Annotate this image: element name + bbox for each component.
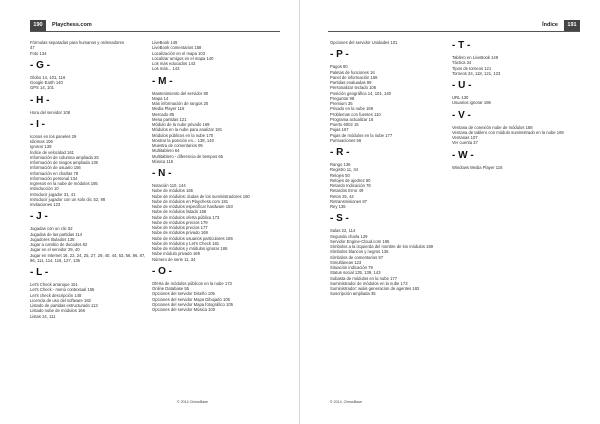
index-column-2 xyxy=(152,40,282,312)
index-entry: Localización en el mapa 103 xyxy=(152,50,206,56)
index-entry: Opciones del servidor Diseño 105 xyxy=(152,291,215,297)
index-entry: Mantenimiento del servidor 80 xyxy=(152,90,209,96)
index-entry: Registro 11, 34 xyxy=(330,167,359,173)
index-entry: Mesa partidas 121 xyxy=(152,116,187,122)
index-entry: Nube de módulos especificar hardware 183 xyxy=(152,204,233,209)
index-entry: Tipos de torneos 121 xyxy=(452,65,492,71)
index-entry: Los más educados 143 xyxy=(152,61,196,66)
page-header xyxy=(30,20,280,32)
index-entry: Fórmulas separadas para humanos y ordenadores xyxy=(30,40,125,45)
index-entry: Jugadores titulados 138 xyxy=(30,236,75,242)
index-entry: Módulos públicos en la nube 170 xyxy=(152,132,214,138)
index-entry: Nube de módulos: dudas de los suministradores 180 xyxy=(152,193,250,199)
page-footer: © 2014, ChessBase xyxy=(330,400,363,404)
index-entry: Música 116 xyxy=(152,158,174,164)
index-entry: URL 130 xyxy=(452,95,469,100)
index-entry: Invitaciones 123 xyxy=(30,202,61,207)
index-entry: Let's Check arranque 151 xyxy=(30,282,78,287)
index-entry: Servidor Engine-Cloud.com 165 xyxy=(330,238,390,244)
index-column-1 xyxy=(30,40,148,319)
index-entry: Nube de módulos privado 169 xyxy=(152,230,208,236)
index-letter-heading: - O - xyxy=(152,265,172,277)
index-entry: Multitablero - diferencia de tiempos 65 xyxy=(152,153,223,159)
index-entry: Nube módulo privado 169 xyxy=(152,251,200,257)
index-entry: Usuarios ignorar 186 xyxy=(452,100,491,106)
index-entry: Notación 110, 144 xyxy=(152,183,186,188)
index-entry: Personalizar teclado 106 xyxy=(330,85,377,91)
index-entry: Idiomas 106 xyxy=(30,139,53,144)
index-entry: Ver cuenta 37 xyxy=(452,140,478,146)
index-letter-heading: - S - xyxy=(330,213,349,225)
index-entry: Nube de módulos precios 179 xyxy=(152,219,208,225)
index-entry: Opciones del servidor Mapa fotográfico 105 xyxy=(152,301,234,307)
index-entry: Globo 14, 101, 116 xyxy=(30,74,66,80)
index-entry: Retardos Error 49 xyxy=(330,188,364,194)
index-entry: Torneos 34, 118, 121, 123 xyxy=(452,70,501,76)
index-entry: Símbolos a la izquierda del nombre de los módulos 169 xyxy=(330,244,434,249)
index-letter-heading: - U - xyxy=(452,80,472,91)
index-entry: Nube de módulos usuarios particulares 186 xyxy=(152,235,233,241)
index-entry: Rango 136 xyxy=(330,162,351,167)
index-entry: Retransmisiones 87 xyxy=(330,198,368,204)
index-entry: Opciones del servidor Música 100 xyxy=(152,307,216,312)
index-entry: Mostrar la posición en... 138, 140 xyxy=(152,137,214,143)
index-entry: Opciones del servidor Unidades 101 xyxy=(330,40,398,45)
index-entry: Información personal 134 xyxy=(30,175,78,181)
index-entry: Localizar amigos en el mapa 140 xyxy=(152,55,214,61)
index-letter-heading: - T - xyxy=(452,40,471,51)
page-footer: © 2014 ChessBase xyxy=(177,400,209,404)
index-entry: Multitablero 64 xyxy=(152,148,180,154)
page-header xyxy=(328,20,580,32)
index-entry: Módulo de la nube privado 169 xyxy=(152,122,210,127)
index-letter-heading: - I - xyxy=(30,118,45,130)
index-entry: Jugadas de las partidas 114 xyxy=(30,231,83,237)
index-entry: Ventanas 107 xyxy=(452,135,478,140)
index-entry: Opciones del servidor Mapa Dibujado 105 xyxy=(152,296,230,302)
index-entry: Relojes 50 xyxy=(330,172,350,178)
index-letter-heading: - W - xyxy=(452,149,474,161)
index-entry: Mapa 14 xyxy=(152,95,169,101)
index-entry: Pujas de módulos en la nube 177 xyxy=(330,132,393,138)
index-entry: Hora del servidor 108 xyxy=(30,109,71,115)
index-entry: Google Earth 140 xyxy=(30,80,63,85)
index-entry: Subasta de módulos en la nube 177 xyxy=(330,275,398,281)
index-entry: Premium 35 xyxy=(330,101,353,106)
index-entry: GPS 14, 101 xyxy=(30,85,54,91)
index-letter-heading: - L - xyxy=(30,267,49,278)
index-entry: Problemas con fuentes 110 xyxy=(330,111,381,117)
index-entry: Más información de rangos 25 xyxy=(152,101,209,106)
index-entry: Jugadas con un clic 52 xyxy=(30,226,73,232)
index-entry: Situación indicación 79 xyxy=(330,265,373,270)
index-entry: Índice de velocidad 161 xyxy=(30,149,75,155)
index-entry: Nube de módulos 165 xyxy=(152,188,193,194)
index-entry: Mercado 85 xyxy=(152,111,175,117)
index-entry: Nube de módulos listado 166 xyxy=(152,209,207,215)
running-title: Índice xyxy=(542,22,558,28)
index-entry: Foto 134 xyxy=(30,50,47,56)
index-entry: Rey 135 xyxy=(330,204,346,209)
index-entry: Símbolos blancos y negros 136 xyxy=(330,249,389,255)
index-entry: Panel de información 156 xyxy=(330,74,378,80)
index-entry: Retos 25, 44 xyxy=(330,193,354,199)
index-entry: Jugar en Internet 16, 22, 24, 25, 27, 29, 40, 44, 53, 56, 86, 87, 96, 111, 114, 116, 127, 135 xyxy=(30,252,146,263)
index-entry: Puntuaciones 56 xyxy=(330,137,362,143)
index-entry: 47 xyxy=(30,45,35,51)
index-entry: Táctica 34 xyxy=(452,60,472,66)
index-entry: LiveBook 149 xyxy=(152,40,178,45)
index-entry: Suministrador: wiáis generacion de agentes 182 xyxy=(330,286,420,291)
index-entry: Paletas de funciones 16 xyxy=(330,69,375,75)
index-entry: Puerto 6002 15 xyxy=(330,122,359,127)
index-entry: Información de usuario 156 xyxy=(30,165,81,171)
index-entry: Jugar en el servidor 29, 40 xyxy=(30,247,80,253)
index-entry: Salas 22, 114 xyxy=(330,228,356,234)
index-entry: Información de columna ampliada 25 xyxy=(30,154,99,160)
index-entry: Listas 24, 111 xyxy=(30,313,56,319)
index-entry: Muestra de comentarios 95 xyxy=(152,143,203,148)
page-number: 191 xyxy=(564,20,580,31)
index-entry: Introducción 10 xyxy=(30,186,59,192)
index-entry: Introducir jugador 31, 41 xyxy=(30,191,76,197)
index-entry: Preguntar 98 xyxy=(330,95,355,101)
index-entry: Suministrador de módulos en la nube 173 xyxy=(330,280,408,286)
index-entry: Privado en la nube 169 xyxy=(330,106,374,112)
index-entry: Online Database 55 xyxy=(152,286,190,291)
index-letter-heading: - N - xyxy=(152,168,172,179)
index-entry: Módulos en la nube para analizar 181 xyxy=(152,127,223,133)
index-entry: Nube de módulos y módulos ignorar 186 xyxy=(152,246,228,251)
index-entry: Ingresos en la nube de módulos 185 xyxy=(30,181,98,186)
index-column-3 xyxy=(330,40,452,297)
index-entry: Suscripción ampliada 35 xyxy=(330,291,376,297)
index-entry: Número de serie 11, 34 xyxy=(152,256,196,262)
index-letter-heading: - V - xyxy=(452,109,471,121)
index-entry: Nube de módulos precios 177 xyxy=(152,225,208,230)
index-entry: Pagos 80 xyxy=(330,64,348,70)
index-letter-heading: - R - xyxy=(330,147,350,158)
index-entry: Listado de partidas estructurado 113 xyxy=(30,303,98,308)
index-letter-heading: - H - xyxy=(30,94,50,106)
index-column-4 xyxy=(452,40,578,170)
index-entry: Status social 135, 139, 143 xyxy=(330,270,381,276)
index-entry: Posición geográfica 14, 101, 140 xyxy=(330,90,391,96)
index-entry: Iconos en los paneles 29 xyxy=(30,133,77,139)
index-entry: Introducir jugador con un solo clic 52, 98 xyxy=(30,196,106,202)
index-entry: Información de rangos ampliada 136 xyxy=(30,160,98,165)
index-entry: LiveBook comentarios 158 xyxy=(152,45,202,51)
page-number: 190 xyxy=(30,20,46,31)
index-entry: Ventana de tablero con módulo suministrado en la nube 169 xyxy=(452,129,564,135)
index-entry: Segunda charla 129 xyxy=(330,233,368,239)
index-entry: Let's Check - menú contextual 155 xyxy=(30,287,95,293)
index-letter-heading: - G - xyxy=(30,59,50,71)
index-entry: Información en charlas 78 xyxy=(30,170,79,176)
index-entry: Windows Media Player 116 xyxy=(452,164,503,170)
index-entry: Licencia de uso del software 182 xyxy=(30,297,91,303)
index-entry: Oferta de módulos públicos en la nube 173 xyxy=(152,280,232,286)
index-letter-heading: - P - xyxy=(330,49,349,61)
index-entry: Media Player 116 xyxy=(152,106,185,112)
index-letter-heading: - M - xyxy=(152,75,173,87)
running-title: Playchess.com xyxy=(52,22,92,28)
index-entry: Ventana de conexión nube de módulos 168 xyxy=(452,124,533,130)
index-entry: Pujas 167 xyxy=(330,127,349,133)
index-entry: Relojes de ajedrez 50 xyxy=(330,177,371,183)
index-entry: Listado nube de módulos 166 xyxy=(30,308,85,314)
index-entry: Ignorar 139 xyxy=(30,144,52,150)
index-letter-heading: - J - xyxy=(30,211,48,223)
index-entry: Nube de módulos oferta pública 173 xyxy=(152,214,220,220)
index-entry: Retardo Indicación 78 xyxy=(330,183,371,188)
index-entry: Let's check descripción 148 xyxy=(30,292,82,298)
right-page xyxy=(300,0,600,424)
index-entry: Jugar a cambio de ducados 82 xyxy=(30,242,88,247)
index-entry: Nube de módulos y Let's Check 181 xyxy=(152,240,220,246)
index-entry: Símbolos de comentarios 97 xyxy=(330,254,384,260)
index-entry: Los más... 143 xyxy=(152,66,180,72)
index-entry: Programa actualizar 16 xyxy=(330,116,374,122)
index-entry: Tablero en LiveBook 149 xyxy=(452,55,499,60)
index-entry: Nube de módulos en Playchess.com 181 xyxy=(152,198,229,204)
index-entry: Partidas evaluadas 99 xyxy=(330,80,372,85)
index-entry: Simultáneas 123 xyxy=(330,259,362,265)
